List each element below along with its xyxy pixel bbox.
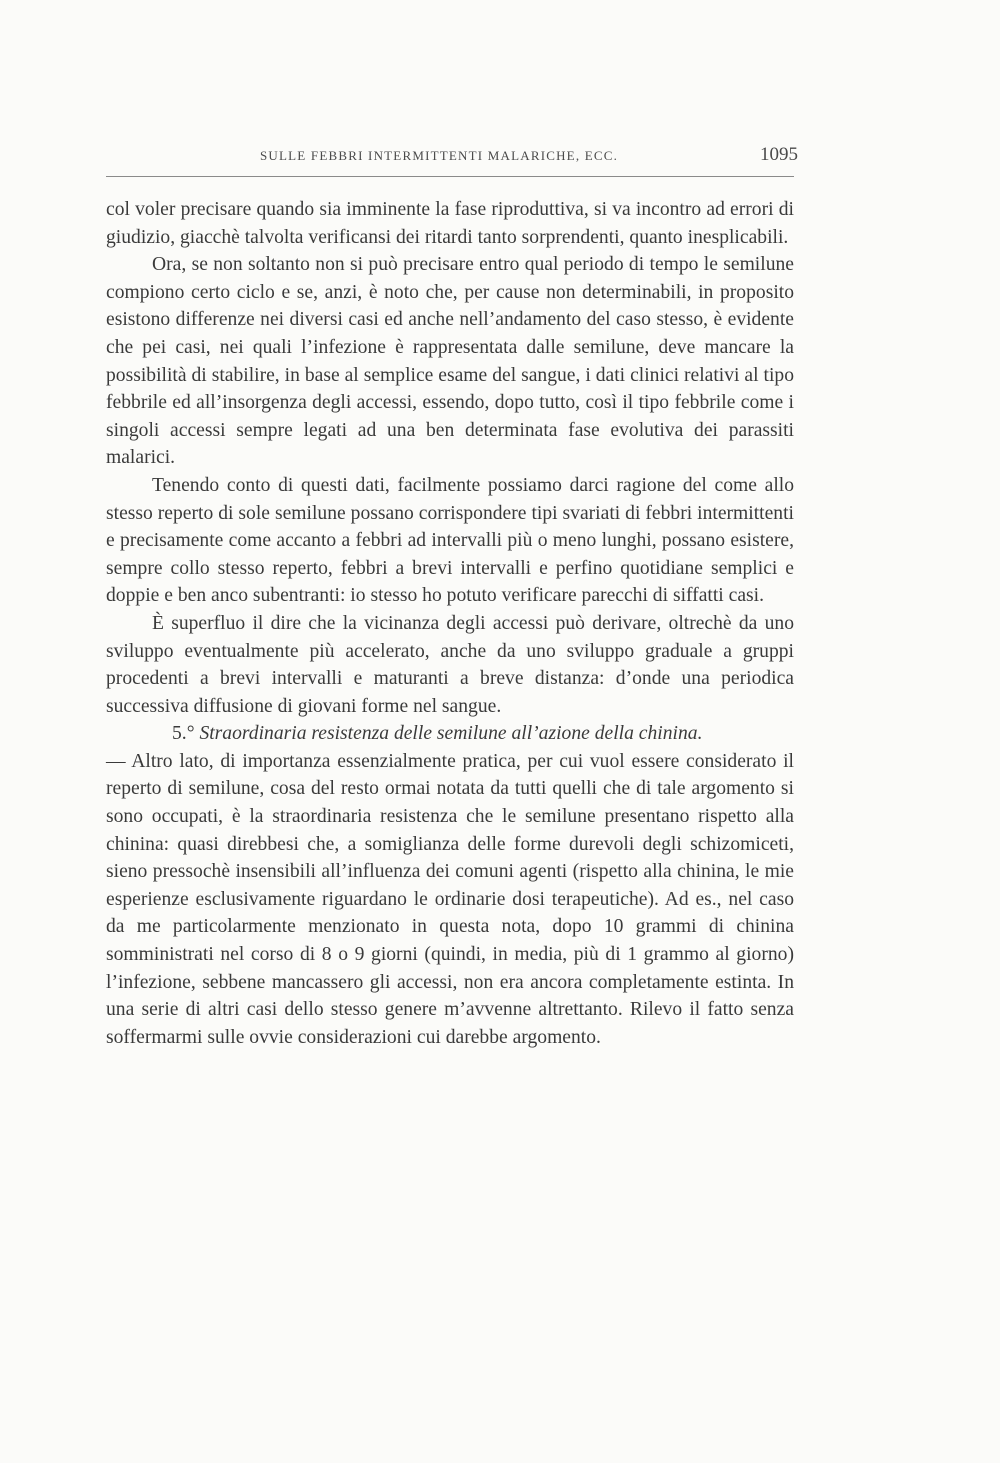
paragraph: Ora, se non soltanto non si può precisare entro qual periodo di tempo le semilune compiono certo ciclo e se, anzi, è noto che, per cause non determinabili, in proposito esistono differenze nei diversi casi ed anche nell’andamento del caso stesso, è evidente che pei casi, nei quali l’infezione è rappresentata dalle semilune, deve mancare la possibilità di stabilire, in base al semplice esame del sangue, i dati clinici relativi al tipo febbrile ed all’insorgenza degli accessi, essendo, dopo tutto, così il tipo febbrile come i singoli accessi sempre legati ad una ben determinata fase evolutiva dei parassiti malarici. — [106, 254, 794, 469]
body-text — [106, 196, 794, 1051]
paragraph: — Altro lato, di importanza essenzialmente pratica, per cui vuol essere considerato il reperto di semilune, cosa del resto ormai notata da tutti quelli che di tale argomento si sono occupati, è la straordinaria resistenza che le semilune presentano rispetto alla chinina: quasi direbbesi che, a somiglianza delle forme durevoli degli schizomiceti, sieno pressochè insensibili all’influenza dei comuni agenti (rispetto alla chinina, le mie esperienze esclusivamente riguardano le ordinarie dosi terapeutiche). Ad es., nel caso da me particolarmente menzionato in questa nota, dopo 10 grammi di chinina somministrati nel corso di 8 o 9 giorni (quindi, in media, più di 1 grammo al giorno) l’infezione, sebbene mancassero gli accessi, non era ancora completamente estinta. In una serie di altri casi dello stesso genere m’avvenne altrettanto. Rilevo il fatto senza soffermarmi sulle ovvie considerazioni cui darebbe argomento. — [106, 750, 794, 1048]
section-title: Straordinaria resistenza delle semilune all’azione della chinina. — [199, 723, 703, 745]
paragraph: È superfluo il dire che la vicinanza degli accessi può derivare, oltrechè da uno sviluppo eventualmente più accelerato, anche da uno sviluppo graduale a gruppi procedenti a brevi intervalli e maturanti a breve distanza: d’onde una periodica successiva diffusione di giovani forme nel sangue. — [106, 612, 794, 717]
running-title: SULLE FEBBRI INTERMITTENTI MALARICHE, ECC. — [260, 148, 619, 163]
running-header — [106, 144, 798, 172]
page-number: 1095 — [760, 144, 798, 165]
section-number: 5.° — [172, 723, 195, 745]
paragraph: col voler precisare quando sia imminente la fase riproduttiva, si va incontro ad errori di giudizio, giacchè talvolta verificansi dei ritardi tanto sorprendenti, quanto inesplicabili. — [106, 199, 794, 248]
paragraph: Tenendo conto di questi dati, facilmente possiamo darci ragione del come allo stesso reperto di sole semilune possano corrispondere tipi svariati di febbri intermittenti e precisamente come accanto a febbri ad intervalli più o meno lunghi, possano esistere, sempre collo stesso reperto, febbri a brevi intervalli e perfino quotidiane semplici e doppie e ben anco subentranti: io stesso ho potuto verificare parecchi di siffatti casi. — [106, 474, 794, 607]
section-heading — [106, 720, 794, 748]
header-rule — [106, 176, 794, 177]
